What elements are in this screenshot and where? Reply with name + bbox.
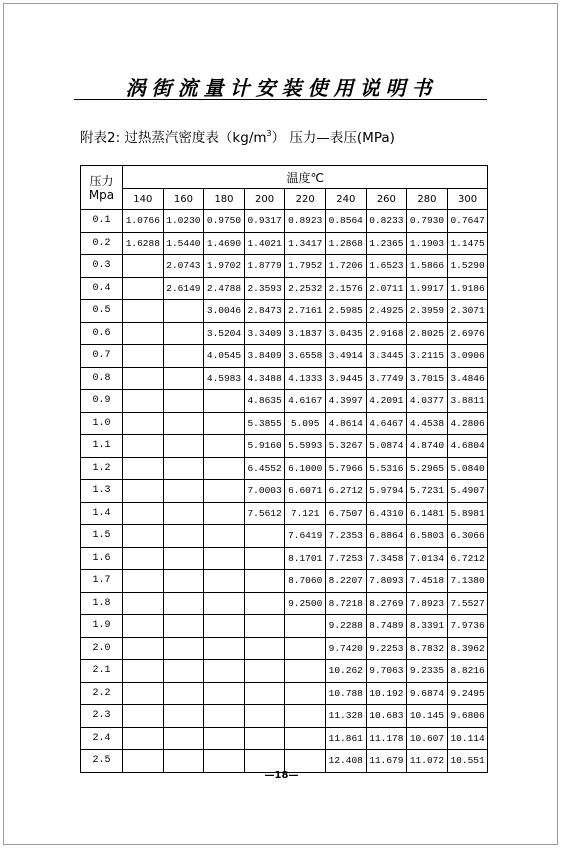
- density-cell: 2.3593: [244, 277, 285, 300]
- density-cell: 5.9794: [366, 480, 407, 503]
- density-cell: 11.328: [325, 705, 366, 728]
- table-row: [81, 300, 488, 323]
- density-cell: 8.8216: [447, 660, 488, 683]
- density-cell: 2.0711: [366, 277, 407, 300]
- table-row: [81, 277, 488, 300]
- density-cell: 11.072: [407, 750, 448, 773]
- density-cell: 3.7749: [366, 367, 407, 390]
- pressure-value: 2.0: [81, 637, 123, 660]
- density-cell: [163, 750, 204, 773]
- density-cell: [163, 615, 204, 638]
- density-cell: [244, 727, 285, 750]
- density-cell: 7.1380: [447, 570, 488, 593]
- density-cell: 7.8923: [407, 592, 448, 615]
- density-cell: 4.3488: [244, 367, 285, 390]
- density-cell: 1.2365: [366, 232, 407, 255]
- density-cell: 4.6804: [447, 435, 488, 458]
- table-row: [81, 660, 488, 683]
- pressure-value: 1.4: [81, 502, 123, 525]
- density-cell: 4.8614: [325, 412, 366, 435]
- table-row: [81, 457, 488, 480]
- pressure-value: 2.3: [81, 705, 123, 728]
- pressure-value: 1.5: [81, 525, 123, 548]
- density-cell: [285, 682, 326, 705]
- pressure-value: 1.6: [81, 547, 123, 570]
- density-cell: 8.7832: [407, 637, 448, 660]
- table-caption: [80, 126, 395, 146]
- density-cell: [163, 322, 204, 345]
- density-cell: [123, 592, 164, 615]
- pressure-column-header: [81, 166, 123, 210]
- density-cell: 1.4690: [204, 232, 245, 255]
- density-cell: 2.5985: [325, 300, 366, 323]
- table-row: [81, 592, 488, 615]
- table-row: [81, 210, 488, 233]
- density-cell: 1.5866: [407, 255, 448, 278]
- density-cell: 4.2091: [366, 390, 407, 413]
- density-cell: 2.7161: [285, 300, 326, 323]
- table-row: [81, 435, 488, 458]
- density-cell: 3.2115: [407, 345, 448, 368]
- header-row-group: [81, 166, 488, 189]
- density-cell: 11.679: [366, 750, 407, 773]
- density-cell: 2.3959: [407, 300, 448, 323]
- pressure-value: 1.2: [81, 457, 123, 480]
- density-cell: 3.0906: [447, 345, 488, 368]
- density-cell: 10.192: [366, 682, 407, 705]
- pressure-value: 1.8: [81, 592, 123, 615]
- pressure-value: 0.7: [81, 345, 123, 368]
- table-row: [81, 525, 488, 548]
- table-body: [81, 210, 488, 773]
- table-row: [81, 367, 488, 390]
- density-cell: [204, 637, 245, 660]
- density-cell: 9.2253: [366, 637, 407, 660]
- density-cell: 6.1000: [285, 457, 326, 480]
- density-cell: 7.7253: [325, 547, 366, 570]
- density-cell: 2.4925: [366, 300, 407, 323]
- density-cell: 5.5316: [366, 457, 407, 480]
- density-cell: 4.8635: [244, 390, 285, 413]
- density-cell: [163, 412, 204, 435]
- density-cell: 2.1576: [325, 277, 366, 300]
- density-cell: 8.1701: [285, 547, 326, 570]
- pressure-value: 0.4: [81, 277, 123, 300]
- table-row: [81, 727, 488, 750]
- density-cell: 1.5440: [163, 232, 204, 255]
- density-cell: 5.0840: [447, 457, 488, 480]
- density-cell: 1.7206: [325, 255, 366, 278]
- density-cell: 8.2207: [325, 570, 366, 593]
- density-cell: [285, 615, 326, 638]
- density-cell: 3.9445: [325, 367, 366, 390]
- caption-suffix: ） 压力—表压(MPa): [271, 130, 395, 146]
- density-cell: 3.6558: [285, 345, 326, 368]
- table-row: [81, 570, 488, 593]
- pressure-unit: Mpa: [88, 187, 115, 202]
- density-cell: 0.9317: [244, 210, 285, 233]
- density-cell: 6.2712: [325, 480, 366, 503]
- density-cell: [285, 660, 326, 683]
- density-cell: 7.0134: [407, 547, 448, 570]
- density-cell: 1.6523: [366, 255, 407, 278]
- table-row: [81, 502, 488, 525]
- density-cell: 3.4914: [325, 345, 366, 368]
- density-cell: [123, 345, 164, 368]
- table-row: [81, 682, 488, 705]
- header-rule: [74, 99, 487, 100]
- table-row: [81, 547, 488, 570]
- density-cell: [163, 592, 204, 615]
- density-cell: 8.7218: [325, 592, 366, 615]
- density-cell: [163, 570, 204, 593]
- density-cell: 6.5803: [407, 525, 448, 548]
- pressure-value: 2.4: [81, 727, 123, 750]
- pressure-value: 1.3: [81, 480, 123, 503]
- density-cell: [244, 682, 285, 705]
- density-cell: [163, 390, 204, 413]
- density-cell: [204, 390, 245, 413]
- density-cell: 0.8923: [285, 210, 326, 233]
- density-cell: 3.1837: [285, 322, 326, 345]
- table-row: [81, 637, 488, 660]
- density-cell: 5.4907: [447, 480, 488, 503]
- density-cell: [123, 682, 164, 705]
- density-cell: 4.8740: [407, 435, 448, 458]
- density-cell: [123, 367, 164, 390]
- density-cell: 4.6167: [285, 390, 326, 413]
- density-cell: 8.7060: [285, 570, 326, 593]
- density-cell: 0.8233: [366, 210, 407, 233]
- pressure-value: 2.1: [81, 660, 123, 683]
- density-cell: [244, 592, 285, 615]
- density-cell: 2.6976: [447, 322, 488, 345]
- density-cell: [163, 345, 204, 368]
- density-cell: 2.2532: [285, 277, 326, 300]
- density-cell: 3.8409: [244, 345, 285, 368]
- density-cell: 0.8564: [325, 210, 366, 233]
- density-cell: 1.6288: [123, 232, 164, 255]
- density-cell: [204, 727, 245, 750]
- temperature-column-header: 240: [325, 189, 366, 210]
- density-cell: 8.3391: [407, 615, 448, 638]
- density-cell: [163, 480, 204, 503]
- density-cell: 7.121: [285, 502, 326, 525]
- density-cell: [204, 435, 245, 458]
- density-cell: [204, 750, 245, 773]
- table-row: [81, 345, 488, 368]
- density-cell: 4.2806: [447, 412, 488, 435]
- density-cell: 1.9186: [447, 277, 488, 300]
- density-cell: [163, 682, 204, 705]
- density-cell: [204, 525, 245, 548]
- density-cell: [204, 592, 245, 615]
- density-cell: 6.4310: [366, 502, 407, 525]
- density-cell: [123, 435, 164, 458]
- density-cell: 2.0743: [163, 255, 204, 278]
- density-cell: 12.408: [325, 750, 366, 773]
- density-cell: [123, 390, 164, 413]
- density-cell: [123, 480, 164, 503]
- density-cell: 7.0003: [244, 480, 285, 503]
- density-cell: 1.9702: [204, 255, 245, 278]
- density-cell: 1.5290: [447, 255, 488, 278]
- pressure-value: 0.6: [81, 322, 123, 345]
- density-cell: 6.6071: [285, 480, 326, 503]
- density-cell: 3.8811: [447, 390, 488, 413]
- density-cell: [244, 637, 285, 660]
- density-cell: 7.4518: [407, 570, 448, 593]
- temperature-columns-row: [81, 189, 488, 210]
- table-row: [81, 750, 488, 773]
- temperature-column-header: 140: [123, 189, 164, 210]
- density-cell: [123, 660, 164, 683]
- density-cell: [163, 727, 204, 750]
- density-cell: 9.2288: [325, 615, 366, 638]
- density-cell: 2.8025: [407, 322, 448, 345]
- pressure-value: 2.5: [81, 750, 123, 773]
- density-cell: 9.6874: [407, 682, 448, 705]
- table-row: [81, 322, 488, 345]
- density-cell: 2.6149: [163, 277, 204, 300]
- density-cell: 6.7212: [447, 547, 488, 570]
- page-number: —18—: [264, 770, 299, 781]
- density-cell: 3.5204: [204, 322, 245, 345]
- density-cell: 9.2495: [447, 682, 488, 705]
- density-cell: 1.9917: [407, 277, 448, 300]
- density-cell: 7.3458: [366, 547, 407, 570]
- density-cell: [204, 502, 245, 525]
- density-cell: [204, 412, 245, 435]
- temperature-column-header: 200: [244, 189, 285, 210]
- density-cell: 1.0230: [163, 210, 204, 233]
- density-cell: [244, 660, 285, 683]
- temperature-column-header: 180: [204, 189, 245, 210]
- density-cell: 3.7015: [407, 367, 448, 390]
- density-cell: [123, 322, 164, 345]
- pressure-value: 2.2: [81, 682, 123, 705]
- density-cell: [204, 660, 245, 683]
- density-cell: 4.0377: [407, 390, 448, 413]
- caption-prefix: 附表2: 过热蒸汽密度表（kg/m: [80, 130, 267, 146]
- density-cell: 10.262: [325, 660, 366, 683]
- density-cell: [204, 615, 245, 638]
- caption-superscript: 3: [266, 129, 272, 138]
- density-cell: [123, 637, 164, 660]
- density-cell: [123, 705, 164, 728]
- document-title: 涡街流量计安装使用说明书: [125, 76, 438, 100]
- density-cell: [123, 300, 164, 323]
- density-cell: [163, 435, 204, 458]
- density-cell: 9.7420: [325, 637, 366, 660]
- density-cell: 9.2335: [407, 660, 448, 683]
- density-cell: 3.4846: [447, 367, 488, 390]
- density-cell: 10.551: [447, 750, 488, 773]
- temperature-column-header: 280: [407, 189, 448, 210]
- density-cell: [244, 547, 285, 570]
- density-cell: 10.788: [325, 682, 366, 705]
- density-cell: 4.5983: [204, 367, 245, 390]
- density-cell: 1.7952: [285, 255, 326, 278]
- density-cell: 4.3997: [325, 390, 366, 413]
- density-cell: [123, 277, 164, 300]
- density-cell: [204, 570, 245, 593]
- table-row: [81, 615, 488, 638]
- density-cell: 5.7966: [325, 457, 366, 480]
- density-cell: [204, 682, 245, 705]
- pressure-value: 1.0: [81, 412, 123, 435]
- density-cell: 6.1481: [407, 502, 448, 525]
- density-cell: 9.6806: [447, 705, 488, 728]
- density-cell: 10.683: [366, 705, 407, 728]
- density-cell: 5.9160: [244, 435, 285, 458]
- density-cell: 1.3417: [285, 232, 326, 255]
- pressure-value: 1.9: [81, 615, 123, 638]
- density-cell: 2.8473: [244, 300, 285, 323]
- temperature-column-header: 300: [447, 189, 488, 210]
- density-cell: [123, 525, 164, 548]
- density-cell: 5.3855: [244, 412, 285, 435]
- density-cell: 7.8093: [366, 570, 407, 593]
- pressure-value: 0.3: [81, 255, 123, 278]
- density-cell: 0.9750: [204, 210, 245, 233]
- density-cell: [204, 705, 245, 728]
- table-row: [81, 480, 488, 503]
- density-cell: 8.2769: [366, 592, 407, 615]
- density-cell: 5.0874: [366, 435, 407, 458]
- density-cell: 11.861: [325, 727, 366, 750]
- density-cell: 8.3962: [447, 637, 488, 660]
- pressure-value: 0.5: [81, 300, 123, 323]
- table-row: [81, 232, 488, 255]
- density-cell: 7.9736: [447, 615, 488, 638]
- density-cell: 5.3267: [325, 435, 366, 458]
- pressure-value: 0.9: [81, 390, 123, 413]
- density-cell: 0.7930: [407, 210, 448, 233]
- temperature-column-header: 220: [285, 189, 326, 210]
- density-cell: 7.5612: [244, 502, 285, 525]
- density-cell: 6.4552: [244, 457, 285, 480]
- pressure-value: 0.2: [81, 232, 123, 255]
- density-cell: 3.3409: [244, 322, 285, 345]
- density-cell: 5.7231: [407, 480, 448, 503]
- density-cell: [123, 615, 164, 638]
- density-cell: 4.6467: [366, 412, 407, 435]
- pressure-value: 1.7: [81, 570, 123, 593]
- density-cell: 10.607: [407, 727, 448, 750]
- density-cell: 5.8981: [447, 502, 488, 525]
- density-cell: [123, 750, 164, 773]
- density-cell: 5.2965: [407, 457, 448, 480]
- density-cell: 1.8779: [244, 255, 285, 278]
- density-cell: [163, 502, 204, 525]
- density-cell: 1.0766: [123, 210, 164, 233]
- density-cell: 1.4021: [244, 232, 285, 255]
- density-cell: 2.3071: [447, 300, 488, 323]
- pressure-label: 压力: [89, 173, 114, 188]
- density-cell: [285, 705, 326, 728]
- density-cell: 2.4788: [204, 277, 245, 300]
- density-cell: [244, 525, 285, 548]
- pressure-value: 0.1: [81, 210, 123, 233]
- density-cell: 7.5527: [447, 592, 488, 615]
- density-cell: 4.4538: [407, 412, 448, 435]
- density-cell: [244, 705, 285, 728]
- density-cell: [204, 547, 245, 570]
- density-cell: [285, 750, 326, 773]
- density-cell: [123, 727, 164, 750]
- density-cell: [123, 547, 164, 570]
- density-cell: 5.095: [285, 412, 326, 435]
- density-cell: 4.0545: [204, 345, 245, 368]
- density-cell: [123, 457, 164, 480]
- density-cell: [123, 255, 164, 278]
- table-row: [81, 255, 488, 278]
- density-cell: 10.114: [447, 727, 488, 750]
- table-row: [81, 390, 488, 413]
- temperature-column-header: 260: [366, 189, 407, 210]
- density-cell: 7.6419: [285, 525, 326, 548]
- density-cell: 8.7489: [366, 615, 407, 638]
- density-cell: 2.9168: [366, 322, 407, 345]
- pressure-value: 1.1: [81, 435, 123, 458]
- density-cell: [163, 525, 204, 548]
- density-cell: 11.178: [366, 727, 407, 750]
- density-cell: [163, 367, 204, 390]
- density-cell: [244, 750, 285, 773]
- density-cell: [123, 412, 164, 435]
- density-cell: 1.1475: [447, 232, 488, 255]
- density-cell: [163, 547, 204, 570]
- pressure-value: 0.8: [81, 367, 123, 390]
- density-cell: 10.145: [407, 705, 448, 728]
- density-cell: 6.3066: [447, 525, 488, 548]
- density-cell: [244, 570, 285, 593]
- density-cell: 9.7063: [366, 660, 407, 683]
- density-cell: 1.1903: [407, 232, 448, 255]
- density-cell: 9.2500: [285, 592, 326, 615]
- density-cell: [163, 457, 204, 480]
- density-cell: 7.2353: [325, 525, 366, 548]
- steam-density-table: [80, 165, 488, 773]
- table-row: [81, 412, 488, 435]
- density-cell: 3.0046: [204, 300, 245, 323]
- density-cell: [244, 615, 285, 638]
- temperature-group-header: 温度℃: [123, 166, 488, 189]
- density-cell: 6.7507: [325, 502, 366, 525]
- density-cell: [123, 570, 164, 593]
- density-cell: 1.2868: [325, 232, 366, 255]
- density-cell: [123, 502, 164, 525]
- density-cell: [163, 300, 204, 323]
- density-cell: 4.1333: [285, 367, 326, 390]
- density-cell: 3.0435: [325, 322, 366, 345]
- density-cell: [204, 457, 245, 480]
- density-cell: [285, 727, 326, 750]
- temperature-column-header: 160: [163, 189, 204, 210]
- density-cell: 0.7647: [447, 210, 488, 233]
- density-cell: 5.5993: [285, 435, 326, 458]
- table-row: [81, 705, 488, 728]
- density-cell: [163, 660, 204, 683]
- density-cell: 3.3445: [366, 345, 407, 368]
- density-cell: [163, 705, 204, 728]
- density-cell: 6.8864: [366, 525, 407, 548]
- density-cell: [204, 480, 245, 503]
- density-cell: [285, 637, 326, 660]
- density-cell: [163, 637, 204, 660]
